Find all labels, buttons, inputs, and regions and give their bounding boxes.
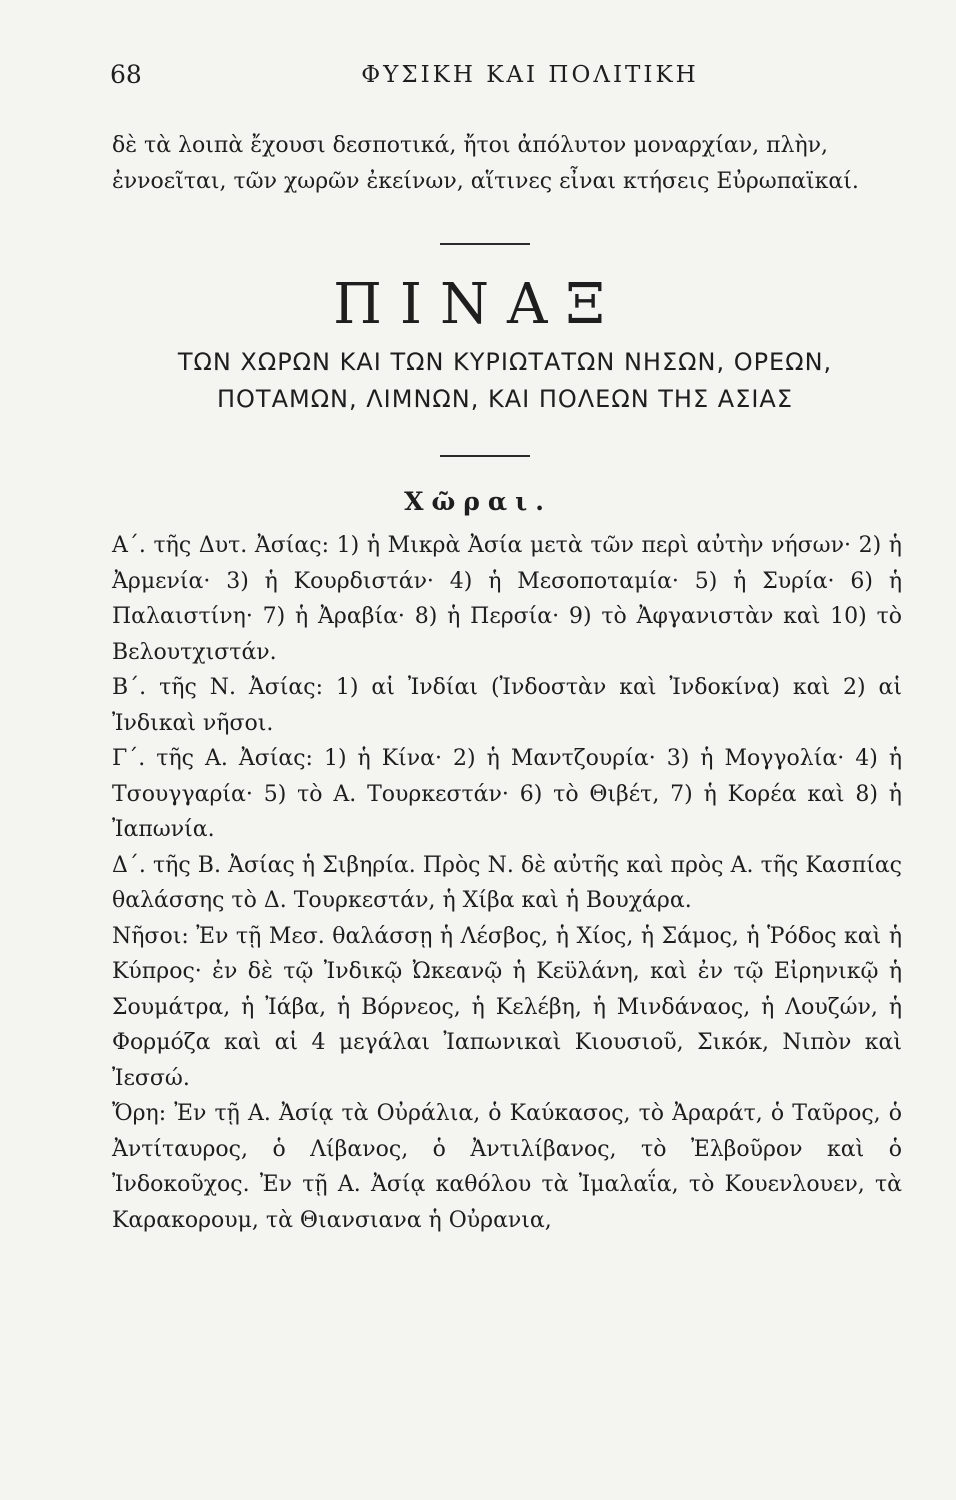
- table-title: ΠΙΝΑΞ: [333, 272, 623, 337]
- intro-line-2: ἐννοεῖται, τῶν χωρῶν ἐκείνων, αἵτινες εἶναι κτήσεις Εὐρωπαϊκαί.: [112, 169, 859, 194]
- page-number: 68: [110, 60, 142, 89]
- entry-east-asia: Γ΄. τῆς Α. Ἀσίας: 1) ἡ Κίνα· 2) ἡ Μαντζουρία· 3) ἡ Μογγολία· 4) ἡ Τσουγγαρία· 5) τὸ Α. Τουρκεστάν· 6) τὸ Θιβέτ, 7) ἡ Κορέα καὶ 8) ἡ Ἰαπωνία.: [112, 746, 902, 842]
- divider-rule-bottom: [440, 455, 530, 457]
- page-header: [110, 60, 870, 100]
- entry-west-asia: Α΄. τῆς Δυτ. Ἀσίας: 1) ἡ Μικρὰ Ἀσία μετὰ τῶν περὶ αὐτὴν νήσων· 2) ἡ Ἀρμενία· 3) ἡ Κουρδιστάν· 4) ἡ Μεσοποταμία· 5) ἡ Συρία· 6) ἡ Παλαιστίνη· 7) ἡ Ἀραβία· 8) ἡ Περσία· 9) τὸ Ἀφγανιστὰν καὶ 10) τὸ Βελουτχιστάν.: [112, 533, 902, 665]
- entry-mountains: Ὄρη: Ἐν τῇ Α. Ἀσίᾳ τὰ Οὐράλια, ὁ Καύκασος, τὸ Ἀραράτ, ὁ Ταῦρος, ὁ Ἀντίταυρος, ὁ Λίβανος, ὁ Ἀντιλίβανος, τὸ Ἐλβοῦρον καὶ ὁ Ἰνδοκοῦχος. Ἐν τῇ Α. Ἀσίᾳ καθόλου τὰ Ἰμαλαΐα, τὸ Κουενλουεν, τὰ Καρακορουμ, τὰ Θιανσιανα ἡ Οὐρανια,: [112, 1101, 902, 1233]
- entry-north-asia: Δ΄. τῆς Β. Ἀσίας ἡ Σιβηρία. Πρὸς Ν. δὲ αὐτῆς καὶ πρὸς Α. τῆς Κασπίας θαλάσσης τὸ Δ. Τουρκεστάν, ἡ Χίβα καὶ ἡ Βουχάρα.: [112, 852, 902, 913]
- entry-south-asia: Β΄. τῆς Ν. Ἀσίας: 1) αἱ Ἰνδίαι (Ἰνδοστὰν καὶ Ἰνδοκίνα) καὶ 2) αἱ Ἰνδικαὶ νῆσοι.: [112, 675, 902, 736]
- section-heading: Χῶραι.: [404, 487, 552, 516]
- intro-line-1: δὲ τὰ λοιπὰ ἔχουσι δεσποτικά, ἤτοι ἀπόλυτον μοναρχίαν, πλὴν,: [112, 133, 829, 158]
- table-subtitle-line-1: ΤΩΝ ΧΩΡΩΝ ΚΑΙ ΤΩΝ ΚΥΡΙΩΤΑΤΩΝ ΝΗΣΩΝ, ΟΡΕΩΝ,: [177, 348, 833, 376]
- divider-rule-top: [440, 243, 530, 245]
- running-title: ΦΥΣΙΚΗ ΚΑΙ ΠΟΛΙΤΙΚΗ: [361, 62, 699, 88]
- table-subtitle-line-2: ΠΟΤΑΜΩΝ, ΛΙΜΝΩΝ, ΚΑΙ ΠΟΛΕΩΝ ΤΗΣ ΑΣΙΑΣ: [216, 385, 794, 413]
- entries-block: [112, 528, 902, 1238]
- entry-islands: Νῆσοι: Ἐν τῇ Μεσ. θαλάσσῃ ἡ Λέσβος, ἡ Χίος, ἡ Σάμος, ἡ Ῥόδος καὶ ἡ Κύπρος· ἐν δὲ τῷ Ἰνδικῷ Ὠκεανῷ ἡ Κεϋλάνη, καὶ ἐν τῷ Εἰρηνικῷ ἡ Σουμάτρα, ἡ Ἰάβα, ἡ Βόρνεος, ἡ Κελέβη, ἡ Μινδάναος, ἡ Λουζών, ἡ Φορμόζα καὶ αἱ 4 μεγάλαι Ἰαπωνικαὶ Κιουσιοῦ, Σικόκ, Νιπὸν καὶ Ἰεσσώ.: [112, 923, 902, 1091]
